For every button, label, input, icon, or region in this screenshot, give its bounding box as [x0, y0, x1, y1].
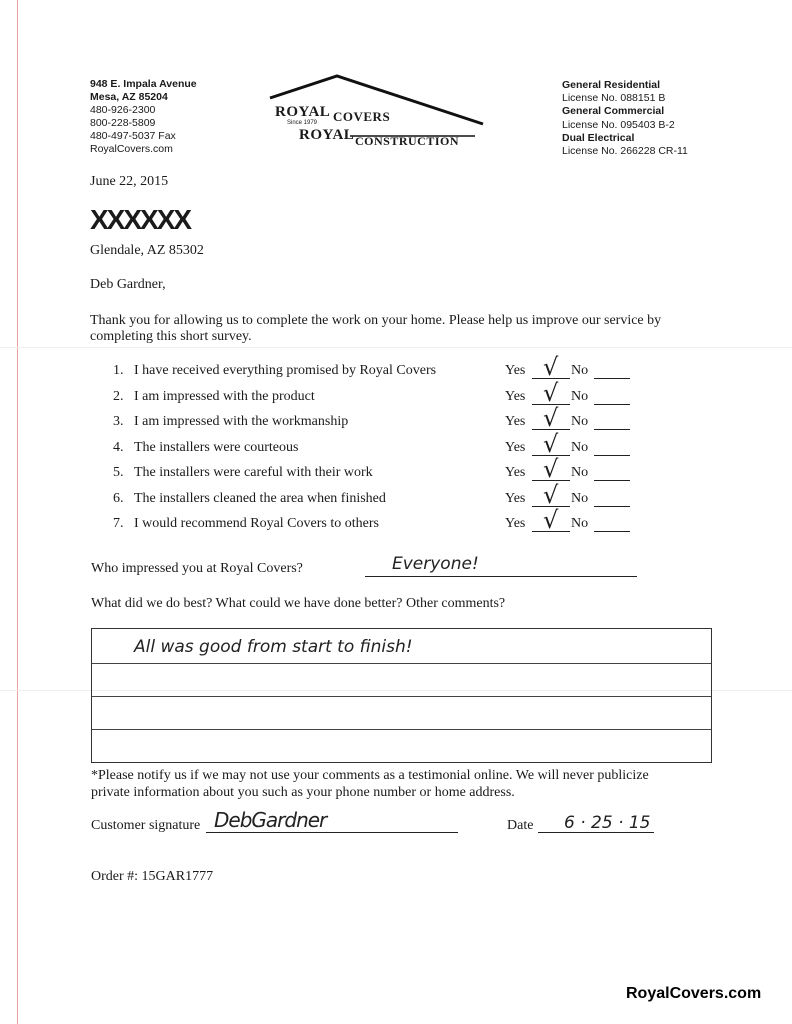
survey-question-row — [113, 506, 633, 536]
date-label: Date — [507, 818, 534, 833]
no-answer-line — [594, 480, 630, 481]
no-answer-line — [594, 429, 630, 430]
yes-label: Yes — [505, 388, 526, 404]
address-line2: Mesa, AZ 85204 — [90, 91, 168, 103]
license-label3: Dual Electrical — [562, 131, 635, 144]
no-answer-line — [594, 378, 630, 379]
logo-royal-top: ROYAL — [275, 104, 331, 120]
license-label2: General Commercial — [562, 105, 665, 118]
scan-fold-line — [0, 347, 792, 348]
question-number: 1. — [113, 363, 124, 378]
margin-line — [17, 0, 18, 1024]
yes-label: Yes — [505, 516, 526, 531]
customer-signature: DebGardner — [214, 808, 327, 832]
license-label1: General Residential — [562, 79, 661, 91]
no-answer-line — [594, 506, 630, 507]
question-text: The installers were careful with their work — [134, 465, 373, 480]
comments-rule — [92, 696, 711, 697]
no-label: No — [571, 465, 589, 480]
notice-line1: *Please notify us if we may not use your comments as a testimonial online. We will never publicize — [91, 768, 649, 783]
comments-question: What did we do best? What could we have done better? Other comments? — [91, 596, 506, 611]
checkmark-icon: √ — [543, 378, 559, 407]
signature-label: Customer signature — [91, 818, 201, 833]
question-number: 3. — [113, 414, 124, 429]
checkmark-icon: √ — [543, 429, 559, 458]
no-label: No — [571, 388, 589, 404]
fax: 480-497-5037 Fax — [90, 130, 176, 142]
impressed-answer: Everyone! — [392, 554, 479, 574]
no-label: No — [571, 439, 589, 455]
logo-since: Since 1979 — [287, 120, 318, 126]
impressed-answer-line — [365, 576, 637, 577]
city-line: Glendale, AZ 85302 — [90, 243, 204, 258]
redacted-name: XXXXXX — [90, 204, 191, 235]
checkmark-icon: √ — [543, 353, 559, 381]
company-logo — [265, 74, 485, 154]
yes-label: Yes — [505, 363, 526, 378]
license3: License No. 266228 CR-11 — [562, 145, 688, 158]
question-text: I have received everything promised by Royal Covers — [134, 363, 437, 378]
comments-rule — [92, 729, 711, 730]
no-label: No — [571, 490, 589, 506]
question-number: 4. — [113, 439, 124, 455]
phone1: 480-926-2300 — [90, 104, 156, 116]
comments-rule — [92, 663, 711, 664]
company-address-block — [90, 78, 197, 156]
no-answer-line — [594, 455, 630, 456]
question-text: I would recommend Royal Covers to others — [134, 516, 379, 531]
comments-box — [91, 628, 712, 763]
license2: License No. 095403 B-2 — [562, 118, 675, 131]
footer-website: RoyalCovers.com — [626, 985, 762, 1002]
signature-line — [206, 832, 458, 833]
question-number: 6. — [113, 490, 124, 506]
yes-label: Yes — [505, 490, 526, 506]
question-text: The installers cleaned the area when finished — [134, 490, 386, 506]
company-website: RoyalCovers.com — [90, 143, 173, 155]
yes-label: Yes — [505, 465, 526, 480]
question-text: I am impressed with the workmanship — [134, 414, 349, 429]
checkmark-icon: √ — [543, 506, 559, 534]
no-label: No — [571, 414, 589, 429]
order-number: Order #: 15GAR1777 — [91, 869, 214, 884]
yes-label: Yes — [505, 439, 526, 455]
licenses-block — [562, 79, 688, 158]
question-text: The installers were courteous — [134, 439, 299, 455]
notice-line2: private information about you such as your phone number or home address. — [91, 785, 515, 800]
logo-construction: CONSTRUCTION — [355, 134, 460, 148]
no-answer-line — [594, 404, 630, 405]
question-text: I am impressed with the product — [134, 388, 315, 404]
intro-line1: Thank you for allowing us to complete the work on your home. Please help us improve our service by — [90, 313, 662, 328]
salutation: Deb Gardner, — [90, 277, 166, 292]
yes-label: Yes — [505, 414, 526, 429]
question-number: 7. — [113, 516, 124, 531]
letter-date: June 22, 2015 — [90, 174, 169, 189]
no-label: No — [571, 516, 589, 531]
license1: License No. 088151 B — [562, 92, 666, 105]
checkmark-icon: √ — [543, 404, 559, 432]
impressed-question: Who impressed you at Royal Covers? — [91, 561, 303, 576]
logo-covers: COVERS — [333, 109, 391, 124]
no-label: No — [571, 363, 589, 378]
date-value: 6 · 25 · 15 — [564, 813, 651, 833]
phone2: 800-228-5809 — [90, 117, 156, 129]
checkmark-icon: √ — [543, 455, 559, 483]
question-number: 2. — [113, 388, 124, 404]
checkmark-icon: √ — [543, 480, 559, 509]
logo-royal-bottom: ROYAL — [299, 127, 355, 143]
no-answer-line — [594, 531, 630, 532]
question-number: 5. — [113, 465, 124, 480]
comments-answer: All was good from start to finish! — [134, 637, 413, 657]
address-line1: 948 E. Impala Avenue — [90, 78, 197, 90]
intro-line2: completing this short survey. — [90, 329, 252, 344]
